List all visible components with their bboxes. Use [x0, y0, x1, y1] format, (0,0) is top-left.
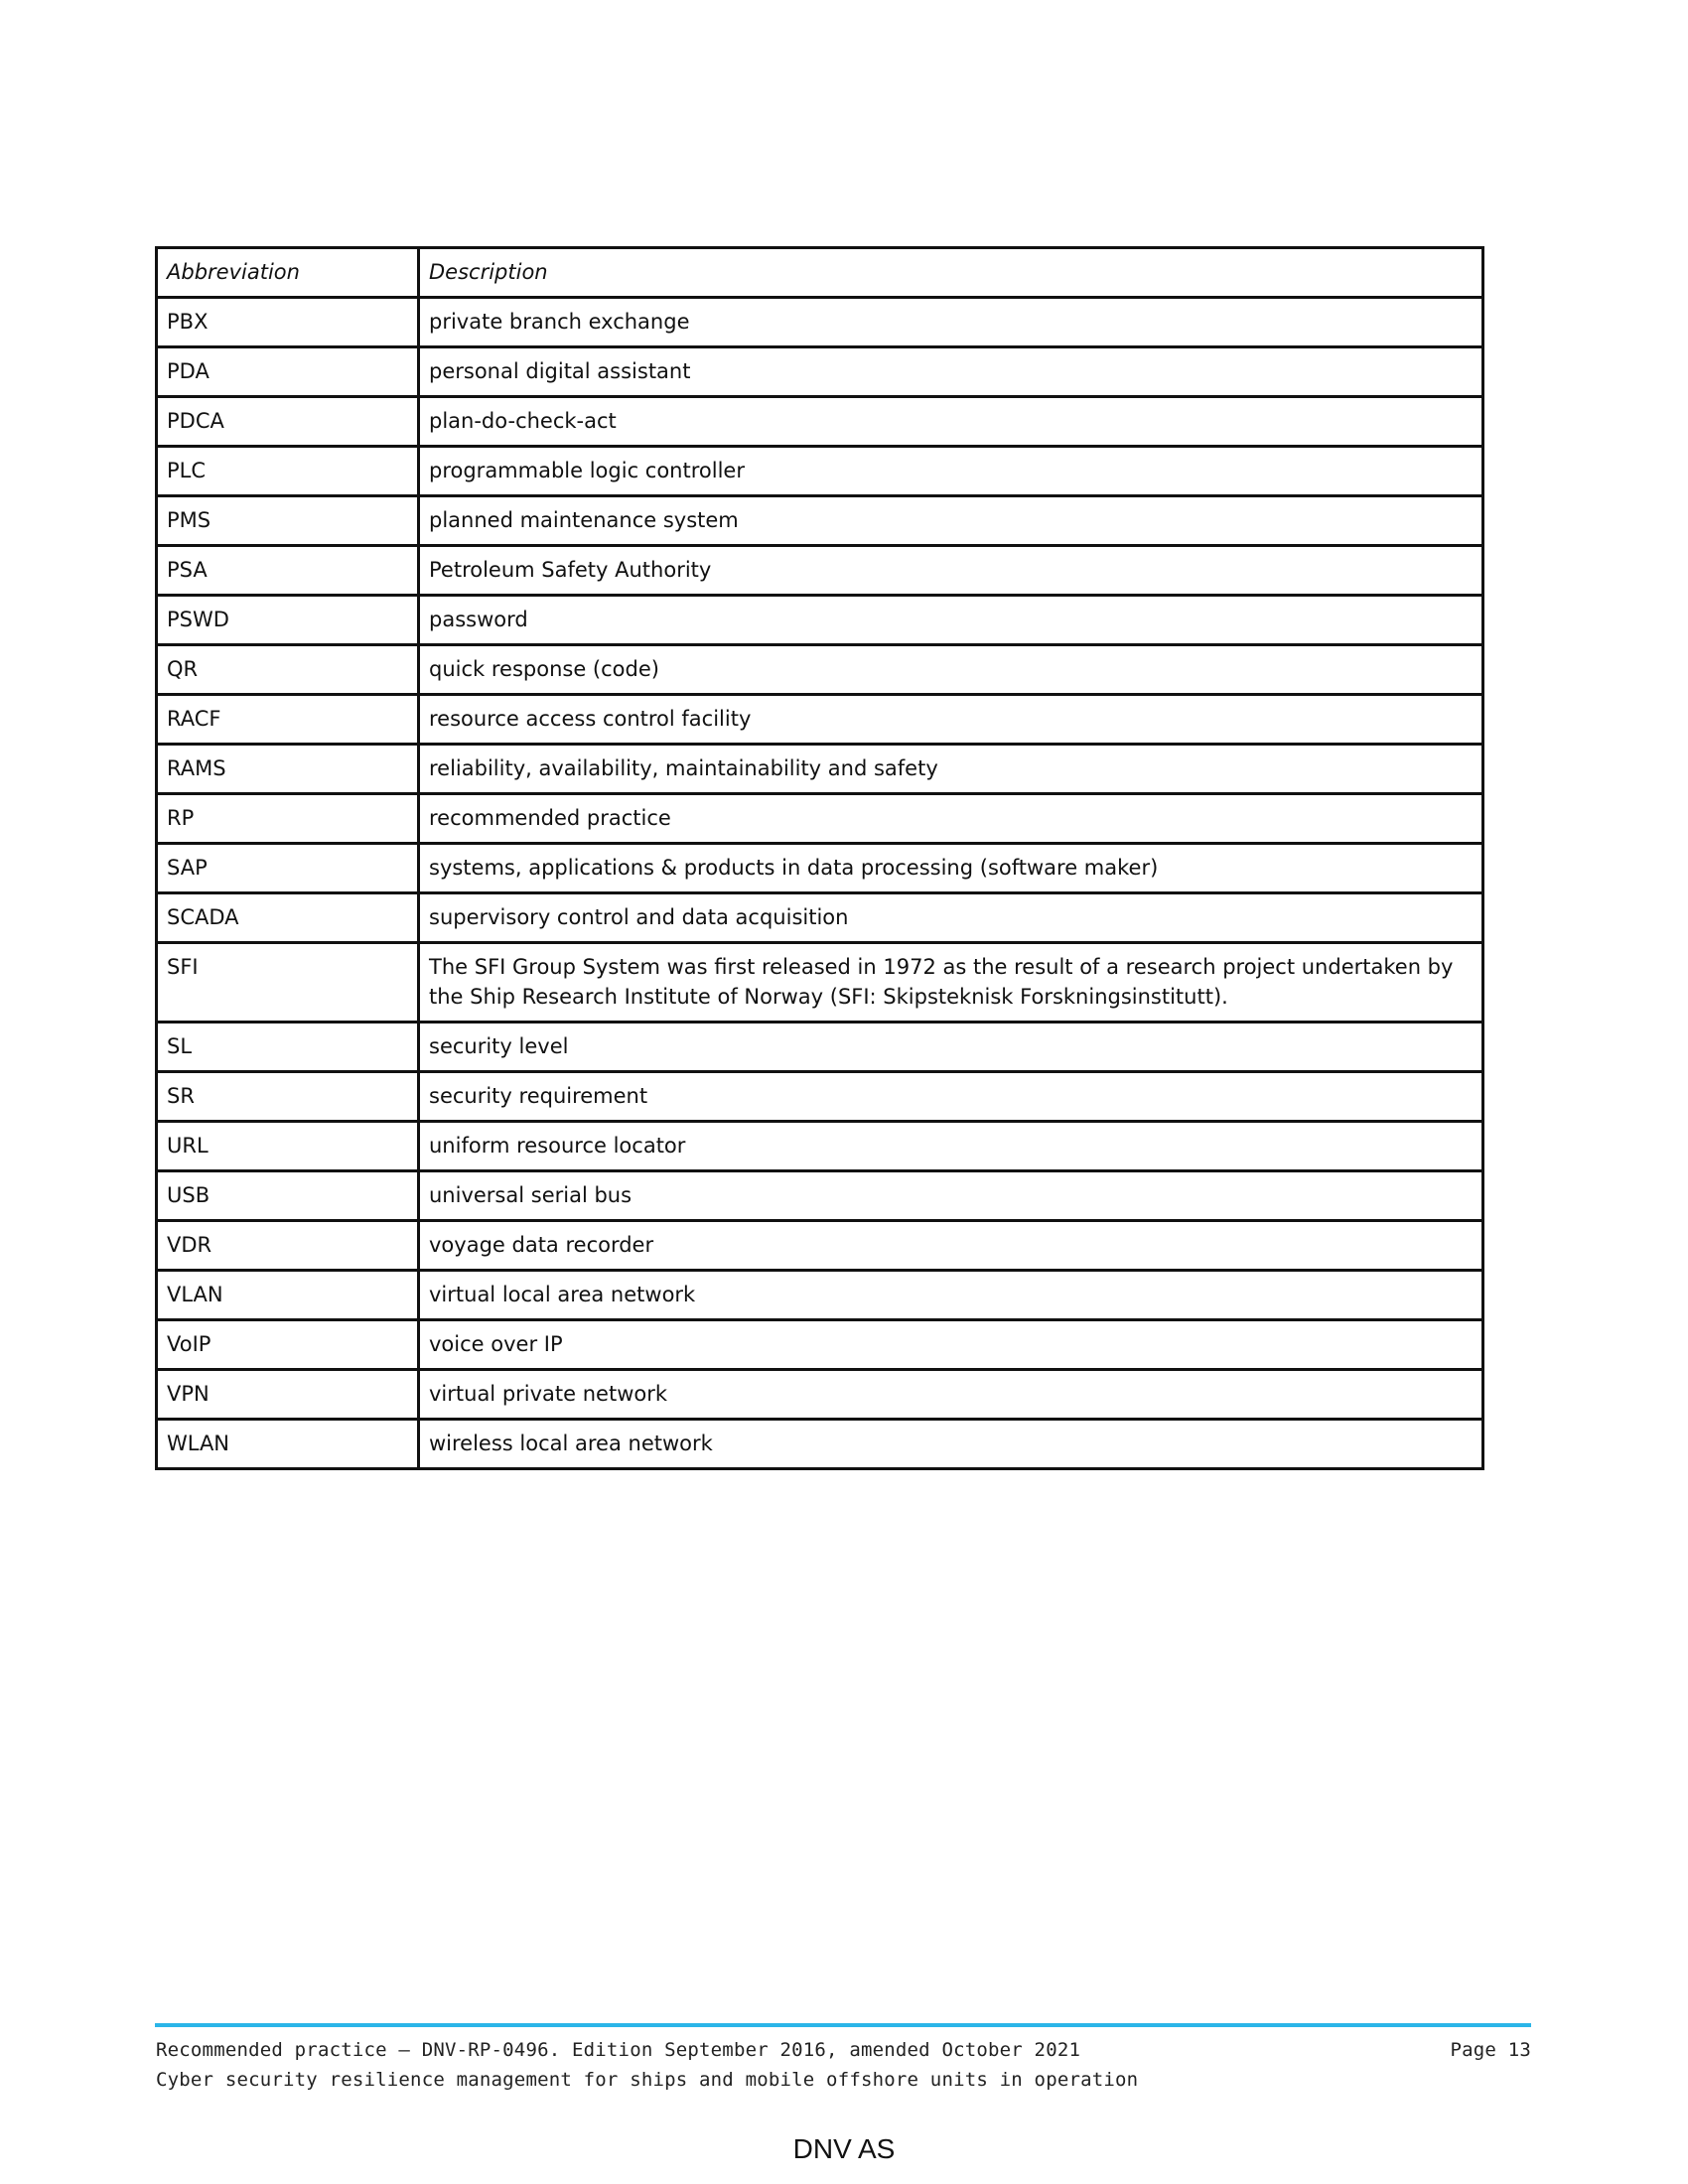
description-cell: planned maintenance system [419, 496, 1483, 546]
footer-document-title: Recommended practice — DNV-RP-0496. Edition September 2016, amended October 2021 [156, 2039, 1081, 2061]
description-cell: password [419, 596, 1483, 645]
description-cell: private branch exchange [419, 298, 1483, 347]
table-row [157, 397, 1483, 447]
abbreviation-cell: QR [157, 645, 419, 695]
abbreviation-cell: SR [157, 1072, 419, 1122]
abbreviation-cell: SAP [157, 844, 419, 893]
description-cell: security level [419, 1023, 1483, 1072]
abbreviation-cell: PSWD [157, 596, 419, 645]
abbreviation-cell: RAMS [157, 745, 419, 794]
abbreviations-table [155, 246, 1484, 1470]
abbreviation-cell: SFI [157, 943, 419, 1023]
description-cell: security requirement [419, 1072, 1483, 1122]
table-row [157, 1370, 1483, 1420]
description-cell: personal digital assistant [419, 347, 1483, 397]
table-row [157, 943, 1483, 1023]
abbreviation-cell: VPN [157, 1370, 419, 1420]
table-row [157, 745, 1483, 794]
header-description: Description [419, 248, 1483, 298]
description-cell: universal serial bus [419, 1171, 1483, 1221]
abbreviation-cell: RP [157, 794, 419, 844]
description-cell: resource access control facility [419, 695, 1483, 745]
table-row [157, 893, 1483, 943]
table-row [157, 298, 1483, 347]
page-number: Page 13 [1450, 2039, 1531, 2061]
description-cell: uniform resource locator [419, 1122, 1483, 1171]
abbreviation-cell: SL [157, 1023, 419, 1072]
table-row [157, 1320, 1483, 1370]
table-row [157, 546, 1483, 596]
table-row [157, 1023, 1483, 1072]
table-row [157, 1171, 1483, 1221]
abbreviation-cell: PMS [157, 496, 419, 546]
table-row [157, 596, 1483, 645]
footer-rule [155, 2023, 1531, 2027]
table-row [157, 447, 1483, 496]
table-row [157, 1420, 1483, 1469]
abbreviation-cell: SCADA [157, 893, 419, 943]
table-header-row [157, 248, 1483, 298]
description-cell: programmable logic controller [419, 447, 1483, 496]
description-cell: quick response (code) [419, 645, 1483, 695]
description-cell: voice over IP [419, 1320, 1483, 1370]
table-row [157, 695, 1483, 745]
table-row [157, 1122, 1483, 1171]
description-cell: The SFI Group System was first released in 1972 as the result of a research project undertaken by the Ship Research Institute of Norway (SFI: Skipsteknisk Forskningsinstitutt). [419, 943, 1483, 1023]
description-cell: virtual local area network [419, 1271, 1483, 1320]
description-cell: reliability, availability, maintainability and safety [419, 745, 1483, 794]
description-cell: supervisory control and data acquisition [419, 893, 1483, 943]
table-row [157, 1072, 1483, 1122]
description-cell: plan-do-check-act [419, 397, 1483, 447]
abbreviation-cell: PSA [157, 546, 419, 596]
abbreviation-cell: PDCA [157, 397, 419, 447]
table-row [157, 1221, 1483, 1271]
table-row [157, 496, 1483, 546]
table-row [157, 794, 1483, 844]
header-abbreviation: Abbreviation [157, 248, 419, 298]
abbreviation-cell: RACF [157, 695, 419, 745]
table-body [157, 298, 1483, 1469]
abbreviation-cell: PBX [157, 298, 419, 347]
footer-document-subtitle: Cyber security resilience management for ships and mobile offshore units in operation [156, 2069, 1139, 2091]
abbreviation-cell: WLAN [157, 1420, 419, 1469]
description-cell: Petroleum Safety Authority [419, 546, 1483, 596]
abbreviation-cell: VDR [157, 1221, 419, 1271]
abbreviation-cell: PDA [157, 347, 419, 397]
table-row [157, 844, 1483, 893]
abbreviation-cell: VoIP [157, 1320, 419, 1370]
table-row [157, 347, 1483, 397]
abbreviation-cell: USB [157, 1171, 419, 1221]
abbreviation-cell: PLC [157, 447, 419, 496]
description-cell: recommended practice [419, 794, 1483, 844]
description-cell: virtual private network [419, 1370, 1483, 1420]
description-cell: systems, applications & products in data processing (software maker) [419, 844, 1483, 893]
description-cell: voyage data recorder [419, 1221, 1483, 1271]
table-row [157, 1271, 1483, 1320]
company-name: DNV AS [792, 2133, 896, 2164]
table-row [157, 645, 1483, 695]
abbreviation-cell: VLAN [157, 1271, 419, 1320]
abbreviation-cell: URL [157, 1122, 419, 1171]
description-cell: wireless local area network [419, 1420, 1483, 1469]
